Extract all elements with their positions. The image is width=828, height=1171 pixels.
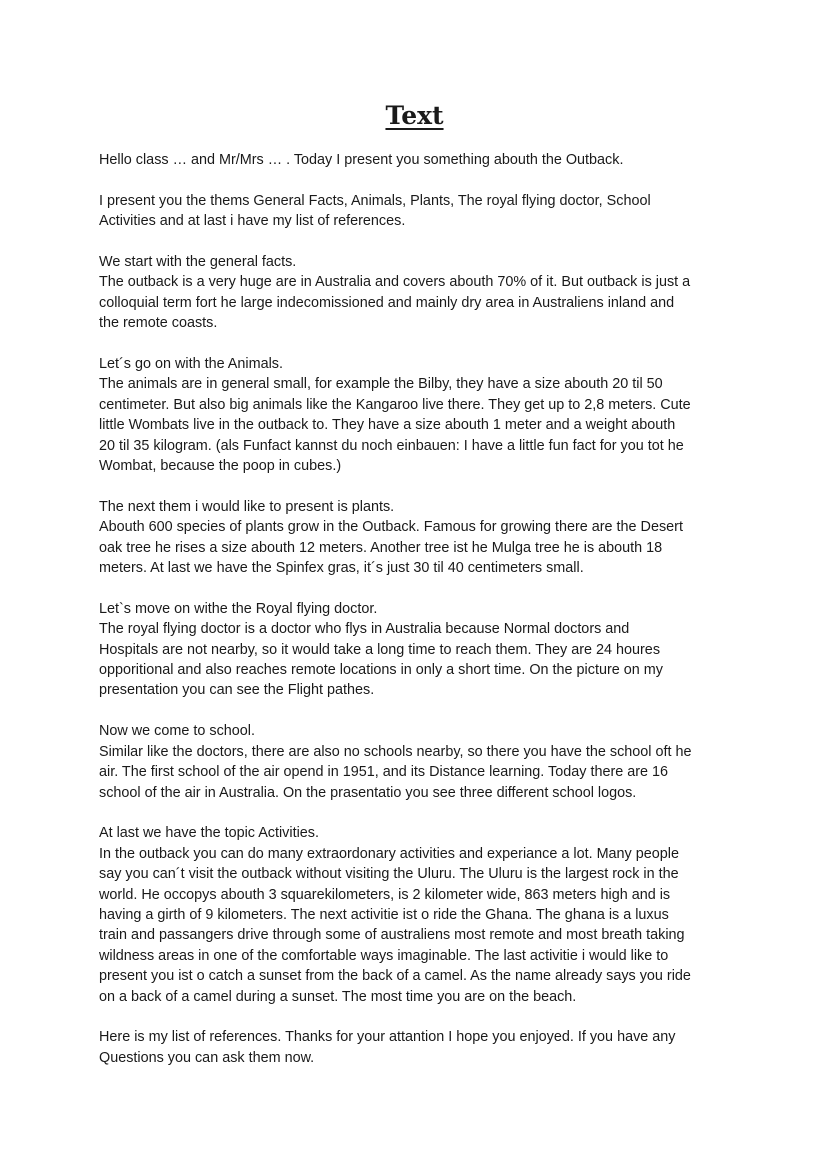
text-line: on a back of a camel during a sunset. The most time you are on the beach. bbox=[99, 988, 577, 1005]
text-line: In the outback you can do many extraordonary activities and experiance a lot. Many people bbox=[99, 845, 679, 862]
paragraph bbox=[99, 354, 730, 476]
text-line: The outback is a very huge are in Australia and covers abouth 70% of it. But outback is just a bbox=[99, 274, 691, 291]
text-line: the remote coasts. bbox=[99, 315, 218, 332]
text-line: meters. At last we have the Spinfex gras, it´s just 30 til 40 centimeters small. bbox=[99, 560, 584, 577]
text-line: say you can´t visit the outback without visiting the Uluru. The Uluru is the largest rock in the bbox=[99, 866, 679, 883]
paragraph bbox=[99, 191, 730, 232]
document-body bbox=[99, 150, 730, 1068]
text-line: The animals are in general small, for example the Bilby, they have a size abouth 20 til 50 bbox=[99, 376, 663, 393]
text-line: The royal flying doctor is a doctor who flys in Australia because Normal doctors and bbox=[99, 621, 630, 638]
text-line: Similar like the doctors, there are also no schools nearby, so there you have the school oft he bbox=[99, 743, 692, 760]
paragraph bbox=[99, 497, 730, 579]
paragraph bbox=[99, 823, 730, 1007]
text-line: Hospitals are not nearby, so it would take a long time to reach them. They are 24 houres bbox=[99, 641, 661, 658]
paragraph bbox=[99, 150, 730, 170]
text-line: Let`s move on withe the Royal flying doctor. bbox=[99, 600, 378, 617]
text-line: centimeter. But also big animals like the Kangaroo live there. They get up to 2,8 meters. Cute bbox=[99, 396, 691, 413]
text-line: Now we come to school. bbox=[99, 723, 255, 740]
text-line: train and passangers drive through some of australiens most remote and most breath taking bbox=[99, 927, 685, 944]
text-line: 20 til 35 kilogram. (als Funfact kannst du noch einbauen: I have a little fun fact for you tot he bbox=[99, 437, 684, 454]
text-line: present you ist o catch a sunset from the back of a camel. As the name already says you ride bbox=[99, 968, 691, 985]
text-line: Questions you can ask them now. bbox=[99, 1049, 315, 1066]
text-line: having a girth of 9 kilometers. The next activitie ist o ride the Ghana. The ghana is a luxus bbox=[99, 906, 669, 923]
text-line: little Wombats live in the outback to. They have a size abouth 1 meter and a weight abouth bbox=[99, 417, 676, 434]
text-line: I present you the thems General Facts, Animals, Plants, The royal flying doctor, School bbox=[99, 192, 651, 209]
paragraph bbox=[99, 252, 730, 334]
text-line: The next them i would like to present is plants. bbox=[99, 498, 395, 515]
text-line: school of the air in Australia. On the prasentatio you see three different school logos. bbox=[99, 784, 637, 801]
text-line: oak tree he rises a size abouth 12 meters. Another tree ist he Mulga tree he is abouth 18 bbox=[99, 539, 663, 556]
text-line: Wombat, because the poop in cubes.) bbox=[99, 458, 342, 475]
text-line: At last we have the topic Activities. bbox=[99, 825, 319, 842]
paragraph bbox=[99, 1027, 730, 1068]
document-title bbox=[99, 100, 730, 132]
paragraph bbox=[99, 599, 730, 701]
text-line: presentation you can see the Flight pathes. bbox=[99, 682, 375, 699]
text-line: Hello class … and Mr/Mrs … . Today I present you something abouth the Outback. bbox=[99, 152, 624, 168]
text-line: Here is my list of references. Thanks for your attantion I hope you enjoyed. If you have any bbox=[99, 1029, 676, 1046]
text-line: Abouth 600 species of plants grow in the Outback. Famous for growing there are the Desert bbox=[99, 519, 683, 536]
text-line: wildness areas in one of the comfortable ways imaginable. The last activitie i would like to bbox=[99, 947, 669, 964]
text-line: Activities and at last i have my list of references. bbox=[99, 213, 406, 230]
text-line: Let´s go on with the Animals. bbox=[99, 356, 283, 373]
text-line: air. The first school of the air opend in 1951, and its Distance learning. Today there are 16 bbox=[99, 764, 669, 781]
text-line: opporitional and also reaches remote locations in only a short time. On the picture on my bbox=[99, 662, 663, 679]
paragraph bbox=[99, 721, 730, 803]
document-title-text: Text bbox=[385, 101, 444, 130]
text-line: world. He occopys abouth 3 squarekilometers, is 2 kilometer wide, 863 meters high and is bbox=[99, 886, 671, 903]
text-line: We start with the general facts. bbox=[99, 254, 297, 270]
text-line: colloquial term fort he large indecomissioned and mainly dry area in Australiens inland and bbox=[99, 294, 675, 311]
